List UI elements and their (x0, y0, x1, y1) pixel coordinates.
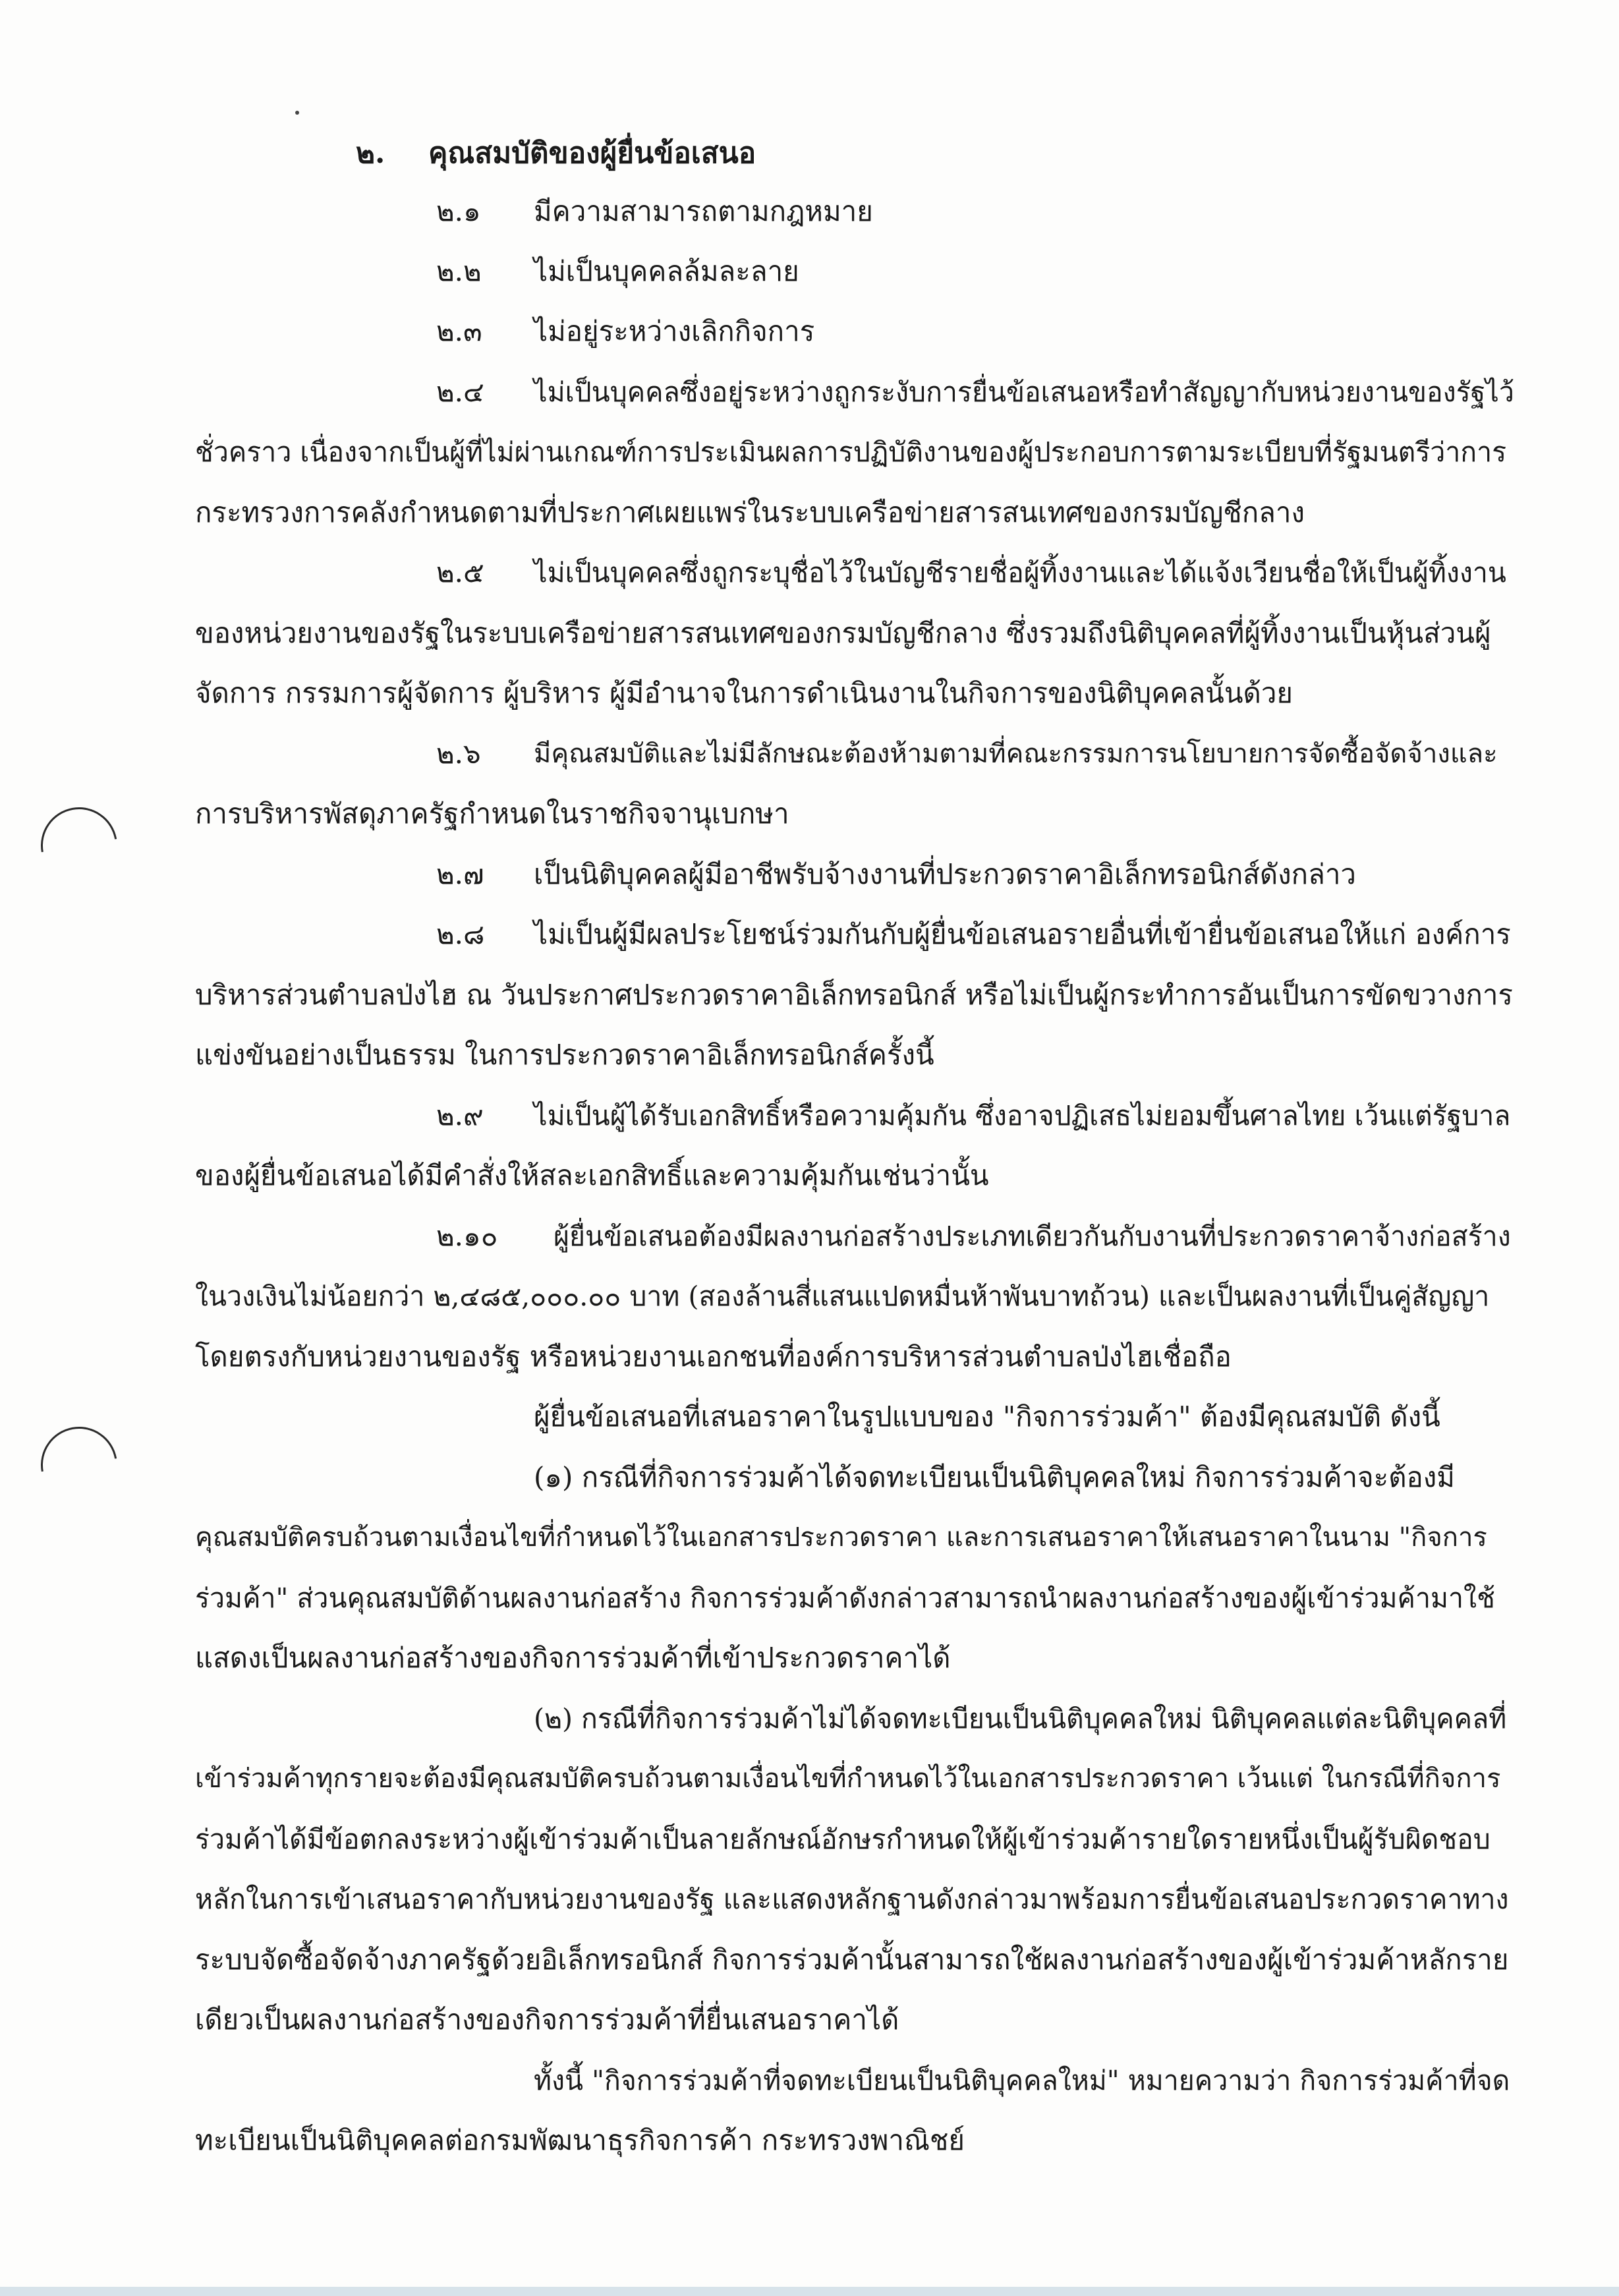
scan-speck (295, 111, 299, 115)
item-text: กระทรวงการคลังกำหนดตามที่ประกาศเผยแพร่ในระบบเครือข่ายสารสนเทศของกรมบัญชีกลาง (195, 496, 1305, 529)
section-title: คุณสมบัติของผู้ยื่นข้อเสนอ (428, 136, 756, 170)
punch-hole-mark (26, 792, 132, 899)
case-2-text: หลักในการเข้าเสนอราคากับหน่วยงานของรัฐ และแสดงหลักฐานดังกล่าวมาพร้อมการยื่นข้อเสนอประกวดราคาทาง (195, 1883, 1509, 1915)
item-text: การบริหารพัสดุภาครัฐกำหนดในราชกิจจานุเบกษา (195, 797, 789, 830)
item-text: บริหารส่วนตำบลป่งไฮ ณ วันประกาศประกวดราคาอิเล็กทรอนิกส์ หรือไม่เป็นผู้กระทำการอันเป็นการขัดขวางการ (195, 979, 1513, 1011)
item-number: ๒.๙ (436, 1099, 484, 1132)
item-text: ชั่วคราว เนื่องจากเป็นผู้ที่ไม่ผ่านเกณฑ์การประเมินผลการปฏิบัติงานของผู้ประกอบการตามระเบียบที่รัฐมนตรีว่าการ (195, 436, 1507, 468)
item-text: มีคุณสมบัติและไม่มีลักษณะต้องห้ามตามที่คณะกรรมการนโยบายการจัดซื้อจัดจ้างและ (534, 739, 1498, 769)
item-text: ไม่เป็นผู้มีผลประโยชน์ร่วมกันกับผู้ยื่นข้อเสนอรายอื่นที่เข้ายื่นข้อเสนอให้แก่ องค์การ (534, 918, 1511, 950)
item-text: ไม่เป็นบุคคลซึ่งอยู่ระหว่างถูกระงับการยื่นข้อเสนอหรือทำสัญญากับหน่วยงานของรัฐไว้ (534, 376, 1514, 408)
joint-venture-intro: ผู้ยื่นข้อเสนอที่เสนอราคาในรูปแบบของ "กิจการร่วมค้า" ต้องมีคุณสมบัติ ดังนี้ (534, 1400, 1440, 1433)
case-2-text: ระบบจัดซื้อจัดจ้างภาครัฐด้วยอิเล็กทรอนิกส์ กิจการร่วมค้านั้นสามารถใช้ผลงานก่อสร้างของผู้เข้าร่วมค้าหลักราย (195, 1943, 1509, 1976)
case-2-text: ร่วมค้าได้มีข้อตกลงระหว่างผู้เข้าร่วมค้าเป็นลายลักษณ์อักษรกำหนดให้ผู้เข้าร่วมค้ารายใดรายหนึ่งเป็นผู้รับผิดชอบ (195, 1823, 1491, 1855)
case-2-text: เข้าร่วมค้าทุกรายจะต้องมีคุณสมบัติครบถ้วนตามเงื่อนไขที่กำหนดไว้ในเอกสารประกวดราคา เว้นแต่ ในกรณีที่กิจการ (195, 1764, 1501, 1794)
case-1-text: คุณสมบัติครบถ้วนตามเงื่อนไขที่กำหนดไว้ในเอกสารประกวดราคา และการเสนอราคาให้เสนอราคาในนาม "กิจการ (195, 1522, 1487, 1553)
item-text: โดยตรงกับหน่วยงานของรัฐ หรือหน่วยงานเอกชนที่องค์การบริหารส่วนตำบลป่งไฮเชื่อถือ (195, 1340, 1232, 1373)
case-2-text: เดียวเป็นผลงานก่อสร้างของกิจการร่วมค้าที่ยื่นเสนอราคาได้ (195, 2003, 899, 2036)
item-number: ๒.๘ (436, 918, 485, 950)
item-number: ๒.๔ (436, 376, 484, 408)
item-text: ในวงเงินไม่น้อยกว่า ๒,๔๘๕,๐๐๐.๐๐ บาท (สองล้านสี่แสนแปดหมื่นห้าพันบาทถ้วน) และเป็นผลงานที่เป็นคู่สัญญา (195, 1280, 1490, 1312)
item-text: มีความสามารถตามกฎหมาย (534, 195, 873, 227)
section-number: ๒. (356, 136, 385, 170)
item-text: ไม่เป็นผู้ได้รับเอกสิทธิ์หรือความคุ้มกัน ซึ่งอาจปฏิเสธไม่ยอมขึ้นศาลไทย เว้นแต่รัฐบาล (534, 1100, 1511, 1132)
definition-text: ทั้งนี้ "กิจการร่วมค้าที่จดทะเบียนเป็นนิติบุคคลใหม่" หมายความว่า กิจการร่วมค้าที่จด (534, 2065, 1510, 2096)
item-text: เป็นนิติบุคคลผู้มีอาชีพรับจ้างงานที่ประกวดราคาอิเล็กทรอนิกส์ดังกล่าว (534, 858, 1357, 890)
scan-edge (0, 2287, 1619, 2296)
item-text: ของผู้ยื่นข้อเสนอได้มีคำสั่งให้สละเอกสิทธิ์และความคุ้มกันเช่นว่านั้น (195, 1159, 989, 1191)
item-number: ๒.๖ (436, 737, 481, 770)
definition-text: ทะเบียนเป็นนิติบุคคลต่อกรมพัฒนาธุรกิจการค้า กระทรวงพาณิชย์ (195, 2124, 965, 2156)
punch-hole-mark (26, 1412, 132, 1518)
item-text: จัดการ กรรมการผู้จัดการ ผู้บริหาร ผู้มีอำนาจในการดำเนินงานในกิจการของนิติบุคคลนั้นด้วย (195, 677, 1293, 709)
item-number: ๒.๑ (436, 195, 481, 227)
item-number: ๒.๗ (436, 858, 484, 890)
item-number: ๒.๕ (436, 556, 484, 588)
item-text: ไม่อยู่ระหว่างเลิกกิจการ (534, 315, 815, 347)
item-text: ไม่เป็นบุคคลล้มละลาย (534, 255, 799, 287)
item-number: ๒.๒ (436, 255, 482, 287)
item-text: ไม่เป็นบุคคลซึ่งถูกระบุชื่อไว้ในบัญชีรายชื่อผู้ทิ้งงานและได้แจ้งเวียนชื่อให้เป็นผู้ทิ้งงาน (534, 557, 1506, 588)
item-number: ๒.๑๐ (436, 1220, 498, 1252)
item-text: ผู้ยื่นข้อเสนอต้องมีผลงานก่อสร้างประเภทเดียวกันกับงานที่ประกวดราคาจ้างก่อสร้าง (554, 1220, 1511, 1252)
item-number: ๒.๓ (436, 315, 482, 347)
case-2-text: (๒) กรณีที่กิจการร่วมค้าไม่ได้จดทะเบียนเป็นนิติบุคคลใหม่ นิติบุคคลแต่ละนิติบุคคลที่ (534, 1703, 1507, 1735)
item-text: แข่งขันอย่างเป็นธรรม ในการประกวดราคาอิเล็กทรอนิกส์ครั้งนี้ (195, 1039, 934, 1071)
case-1-text: แสดงเป็นผลงานก่อสร้างของกิจการร่วมค้าที่เข้าประกวดราคาได้ (195, 1642, 951, 1674)
item-text: ของหน่วยงานของรัฐในระบบเครือข่ายสารสนเทศของกรมบัญชีกลาง ซึ่งรวมถึงนิติบุคคลที่ผู้ทิ้งงานเป็นหุ้นส่วนผู้ (195, 617, 1491, 649)
case-1-text: (๑) กรณีที่กิจการร่วมค้าได้จดทะเบียนเป็นนิติบุคคลใหม่ กิจการร่วมค้าจะต้องมี (534, 1461, 1455, 1493)
case-1-text: ร่วมค้า" ส่วนคุณสมบัติด้านผลงานก่อสร้าง กิจการร่วมค้าดังกล่าวสามารถนำผลงานก่อสร้างของผู้เข้าร่วมค้ามาใช้ (195, 1582, 1495, 1614)
